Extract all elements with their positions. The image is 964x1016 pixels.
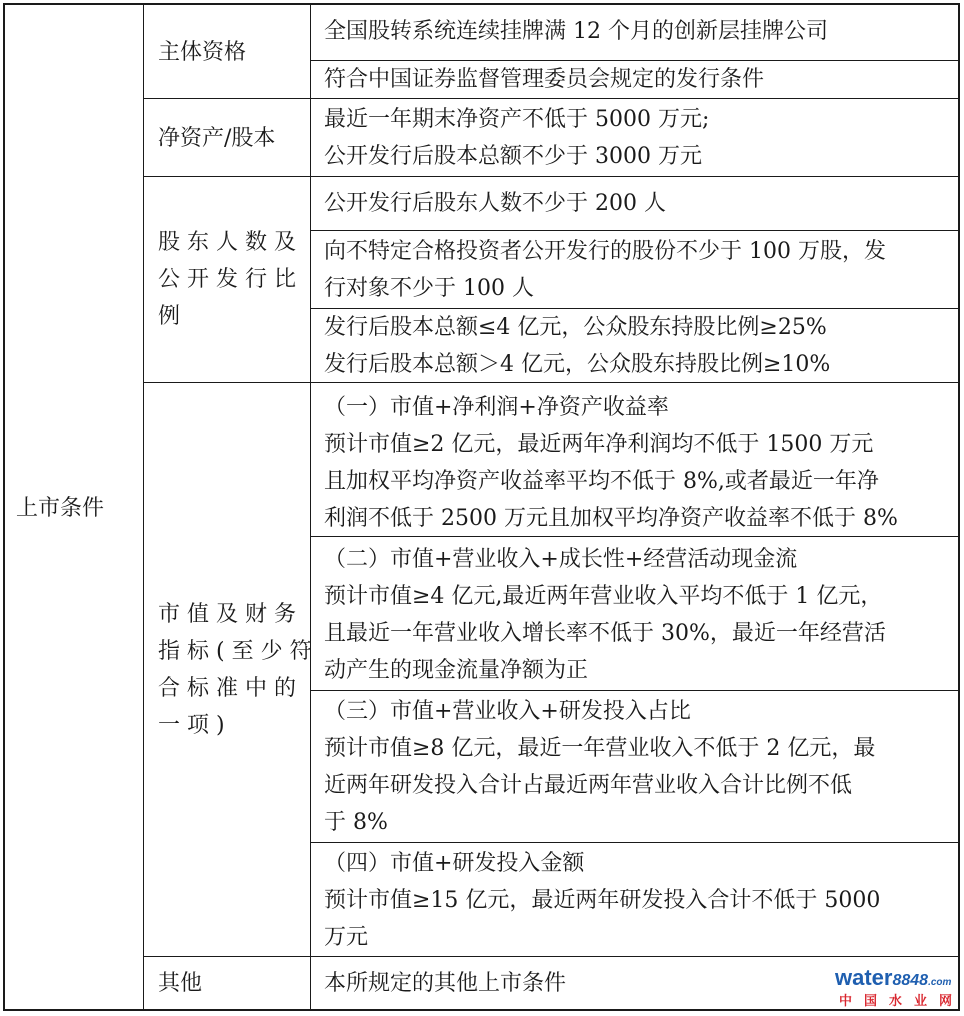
row-label-other: 其他 (158, 971, 203, 996)
cell-text: 行对象不少于 100 人 (324, 276, 534, 301)
cell-text: 预计市值≥4 亿元,最近两年营业收入平均不低于 1 亿元， (324, 584, 883, 609)
cell-text: 万元 (324, 925, 369, 950)
watermark-brand: water8848.com (835, 965, 952, 990)
cell-text: 利润不低于 2500 万元且加权平均净资产收益率不低于 8% (324, 506, 898, 531)
cell-text: （二）市值+营业收入+成长性+经营活动现金流 (324, 547, 798, 572)
cell-text: 于 8% (324, 810, 388, 835)
cell-text: 公开发行后股本总额不少于 3000 万元 (324, 144, 702, 169)
section-label: 上市条件 (16, 496, 105, 521)
cell-text: （四）市值+研发投入金额 (324, 851, 585, 876)
cell-text: 且最近一年营业收入增长率不低于 30%，最近一年经营活 (324, 621, 886, 646)
cell-text: 近两年研发投入合计占最近两年营业收入合计比例不低 (324, 773, 853, 798)
row-label-entity: 主体资格 (158, 40, 247, 65)
cell-text: 全国股转系统连续挂牌满 12 个月的创新层挂牌公司 (324, 19, 828, 44)
row-label-net-assets: 净资产/股本 (158, 126, 276, 151)
cell-text: 本所规定的其他上市条件 (324, 971, 567, 996)
cell-text: （三）市值+营业收入+研发投入占比 (324, 699, 691, 724)
row-label-shareholders: 股东人数及 公开发行比 例 (158, 230, 304, 329)
cell-text: 动产生的现金流量净额为正 (324, 658, 589, 683)
cell-text: 向不特定合格投资者公开发行的股份不少于 100 万股，发 (324, 239, 886, 264)
cell-text: 发行后股本总额＞4 亿元，公众股东持股比例≥10% (324, 352, 831, 377)
cell-text: 公开发行后股东人数不少于 200 人 (324, 191, 666, 216)
cell-text: 预计市值≥2 亿元，最近两年净利润均不低于 1500 万元 (324, 432, 874, 457)
watermark-logo (835, 965, 964, 1012)
watermark-tagline: 中国水业网 (839, 993, 964, 1008)
cell-text: （一）市值+净利润+净资产收益率 (324, 395, 669, 420)
cell-text: 预计市值≥8 亿元，最近一年营业收入不低于 2 亿元，最 (324, 736, 876, 761)
cell-text: 发行后股本总额≤4 亿元，公众股东持股比例≥25% (324, 315, 827, 340)
cell-text: 预计市值≥15 亿元，最近两年研发投入合计不低于 5000 (324, 888, 881, 913)
cell-text: 符合中国证券监督管理委员会规定的发行条件 (324, 67, 765, 92)
cell-text: 且加权平均净资产收益率平均不低于 8%,或者最近一年净 (324, 469, 879, 494)
row-label-market-value: 市值及财务 指标(至少符 合标准中的 一项) (158, 602, 319, 738)
cell-text: 最近一年期末净资产不低于 5000 万元; (324, 107, 710, 132)
